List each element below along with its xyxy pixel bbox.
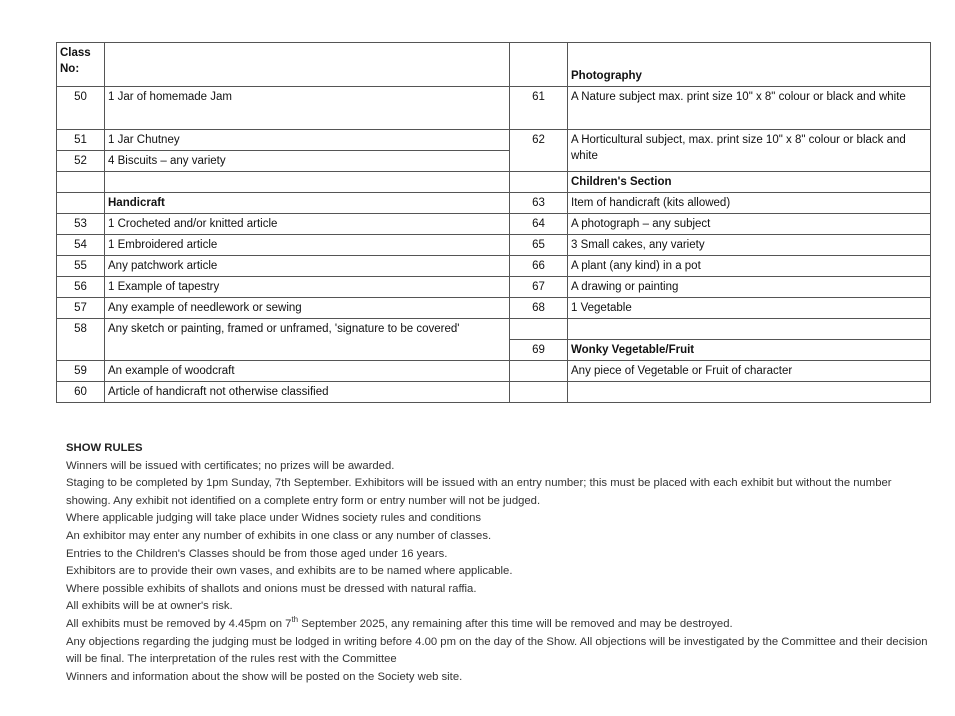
show-rules-title: SHOW RULES [66,442,143,454]
class-description: An example of woodcraft [105,361,510,382]
class-description: Any sketch or painting, framed or unframed, 'signature to be covered' [105,319,510,361]
table-row [57,172,931,193]
class-description: 1 Vegetable [568,298,931,319]
childrens-section-heading: Children's Section [568,172,931,193]
classes-table [56,42,931,403]
removal-text-start: All exhibits must be removed by 4.45pm on 7 [66,617,292,630]
class-number: 67 [510,277,568,298]
class-description: 1 Embroidered article [105,235,510,256]
table-row [57,130,931,151]
class-description: Any piece of Vegetable or Fruit of character [568,361,931,382]
class-description: 1 Example of tapestry [105,277,510,298]
class-description: Item of handicraft (kits allowed) [568,193,931,214]
table-row [57,214,931,235]
rule-line: An exhibitor may enter any number of exhibits in one class or any number of classes. [66,529,492,542]
rule-line: Staging to be completed by 1pm Sunday, 7th September. Exhibitors will be issued with an entry number; this must be placed with each exhibit but without the number showing. Any exhibit not identified on a complete entry form or entry number will not be judged. [66,477,892,507]
class-number: 60 [57,382,105,403]
class-number: 51 [57,130,105,151]
class-number: 69 [510,340,568,361]
table-cell [568,382,931,403]
rule-line: Winners and information about the show will be posted on the Society web site. [66,670,463,683]
table-row [57,256,931,277]
removal-text-end: September 2025, any remaining after this time will be removed and may be destroyed. [298,617,733,630]
table-row [57,193,931,214]
class-number: 54 [57,235,105,256]
rule-line-removal [66,616,936,634]
class-number: 55 [57,256,105,277]
rule-line: Winners will be issued with certificates; no prizes will be awarded. [66,459,395,472]
class-description: 1 Crocheted and/or knitted article [105,214,510,235]
class-number: 52 [57,151,105,172]
rule-line: Any objections regarding the judging must be lodged in writing before 4.00 pm on the day of the Show. All objections will be investigated by the Committee and their decision will be final. The interpretation of the rules rest with the Committee [66,635,928,666]
photography-header: Photography [568,43,931,87]
class-description: Any patchwork article [105,256,510,277]
rule-line: Where applicable judging will take place under Widnes society rules and conditions [66,512,482,525]
table-cell [510,382,568,403]
class-number: 59 [57,361,105,382]
table-cell [510,319,568,340]
class-number: 64 [510,214,568,235]
table-row [57,87,931,130]
ordinal-suffix: th [291,615,299,625]
class-description: 3 Small cakes, any variety [568,235,931,256]
class-description: Article of handicraft not otherwise classified [105,382,510,403]
class-description: A photograph – any subject [568,214,931,235]
class-number: 68 [510,298,568,319]
class-number: 56 [57,277,105,298]
table-header-row [57,43,931,87]
table-cell [510,43,568,87]
class-description: 4 Biscuits – any variety [105,151,510,172]
table-cell [510,172,568,193]
table-cell [568,319,931,340]
table-cell [105,43,510,87]
rule-line: Exhibitors are to provide their own vases, and exhibits are to be named where applicable. [66,565,513,578]
class-number: 58 [57,319,105,361]
class-no-header: Class No: [57,43,105,87]
table-row [57,235,931,256]
table-row [57,298,931,319]
wonky-vegetable-heading: Wonky Vegetable/Fruit [568,340,931,361]
table-cell [57,172,105,193]
table-row [57,319,931,340]
class-description: 1 Jar Chutney [105,130,510,151]
class-description: 1 Jar of homemade Jam [105,87,510,130]
class-number [57,193,105,214]
handicraft-heading: Handicraft [105,193,510,214]
class-description: Any example of needlework or sewing [105,298,510,319]
table-row [57,361,931,382]
class-description: A plant (any kind) in a pot [568,256,931,277]
table-cell [105,172,510,193]
class-number: 57 [57,298,105,319]
class-description: A Horticultural subject, max. print size 10" x 8" colour or black and white [568,130,931,172]
table-row [57,277,931,298]
rule-line: Entries to the Children's Classes should be from those aged under 16 years. [66,547,448,560]
rule-line: All exhibits will be at owner's risk. [66,600,233,613]
class-number [510,361,568,382]
class-number: 65 [510,235,568,256]
class-number: 62 [510,130,568,172]
rule-line: Where possible exhibits of shallots and onions must be dressed with natural raffia. [66,582,477,595]
class-number: 63 [510,193,568,214]
class-number: 66 [510,256,568,277]
class-description: A drawing or painting [568,277,931,298]
table-row [57,382,931,403]
class-description: A Nature subject max. print size 10" x 8" colour or black and white [568,87,931,130]
show-rules [66,440,936,686]
class-number: 50 [57,87,105,130]
class-number: 61 [510,87,568,130]
class-number: 53 [57,214,105,235]
